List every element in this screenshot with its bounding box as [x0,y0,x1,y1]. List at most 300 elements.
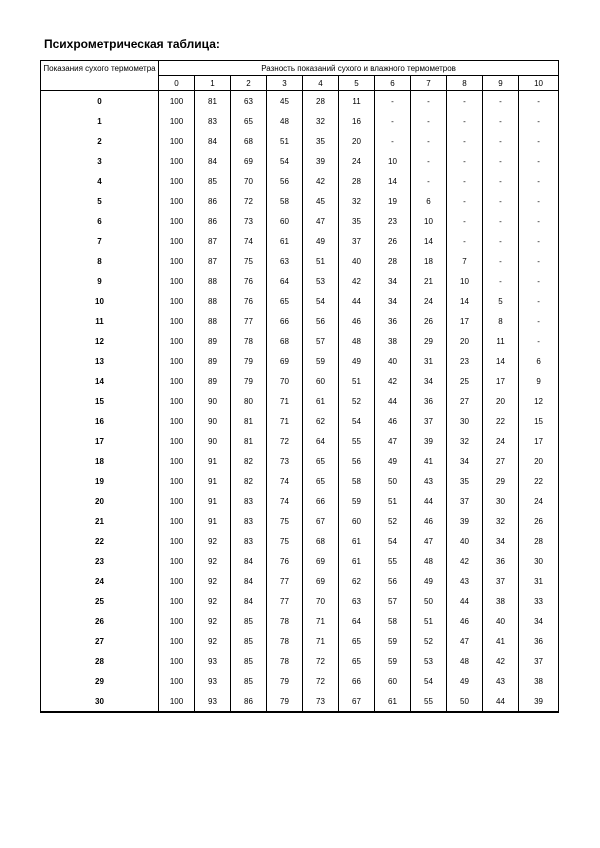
humidity-cell: 40 [375,351,411,371]
humidity-cell: 67 [339,691,375,712]
dry-temperature-cell: 3 [41,151,159,171]
humidity-cell: 60 [267,211,303,231]
humidity-cell: 9 [519,371,559,391]
humidity-cell: 40 [339,251,375,271]
table-row [41,471,559,491]
humidity-cell: 31 [411,351,447,371]
humidity-cell: 24 [411,291,447,311]
humidity-cell: 72 [303,671,339,691]
humidity-cell: 59 [375,651,411,671]
dry-temperature-cell: 29 [41,671,159,691]
humidity-cell: 12 [519,391,559,411]
humidity-cell: 25 [447,371,483,391]
humidity-cell: 88 [195,271,231,291]
humidity-cell: 83 [231,511,267,531]
dry-temperature-cell: 26 [41,611,159,631]
dry-temperature-cell: 20 [41,491,159,511]
humidity-cell: 51 [411,611,447,631]
dry-temperature-cell: 9 [41,271,159,291]
humidity-cell: - [483,251,519,271]
humidity-cell: 10 [375,151,411,171]
humidity-cell: 64 [303,431,339,451]
humidity-cell: 27 [483,451,519,471]
table-row [41,631,559,651]
humidity-cell: 92 [195,551,231,571]
humidity-cell: 91 [195,491,231,511]
humidity-cell: 90 [195,431,231,451]
column-group-header: Разность показаний сухого и влажного термометров [159,61,559,76]
humidity-cell: 71 [303,631,339,651]
humidity-cell: 100 [159,471,195,491]
humidity-cell: 46 [411,511,447,531]
humidity-cell: 39 [447,511,483,531]
humidity-cell: 61 [375,691,411,712]
humidity-cell: 100 [159,111,195,131]
humidity-cell: 43 [447,571,483,591]
table-row [41,151,559,171]
humidity-cell: 78 [267,631,303,651]
table-row [41,111,559,131]
humidity-cell: 51 [375,491,411,511]
humidity-cell: - [483,131,519,151]
humidity-cell: 39 [411,431,447,451]
humidity-cell: 63 [231,91,267,112]
humidity-cell: 65 [339,631,375,651]
table-row [41,171,559,191]
humidity-cell: 77 [267,591,303,611]
humidity-cell: 87 [195,231,231,251]
humidity-cell: - [447,111,483,131]
humidity-cell: 54 [339,411,375,431]
humidity-cell: 100 [159,651,195,671]
humidity-cell: 53 [411,651,447,671]
humidity-cell: - [519,191,559,211]
humidity-cell: 58 [339,471,375,491]
humidity-cell: 22 [519,471,559,491]
humidity-cell: - [519,251,559,271]
humidity-cell: 60 [375,671,411,691]
humidity-cell: 39 [519,691,559,712]
humidity-cell: 55 [375,551,411,571]
humidity-cell: - [483,191,519,211]
humidity-cell: 72 [267,431,303,451]
humidity-cell: 53 [303,271,339,291]
table-row [41,191,559,211]
humidity-cell: 100 [159,171,195,191]
table-row [41,391,559,411]
humidity-cell: 7 [447,251,483,271]
humidity-cell: 34 [375,271,411,291]
humidity-cell: - [447,131,483,151]
humidity-cell: 49 [303,231,339,251]
humidity-cell: 100 [159,351,195,371]
humidity-cell: 54 [411,671,447,691]
humidity-cell: 100 [159,551,195,571]
humidity-cell: 100 [159,671,195,691]
humidity-cell: 70 [267,371,303,391]
humidity-cell: 100 [159,131,195,151]
humidity-cell: 30 [447,411,483,431]
dry-temperature-cell: 10 [41,291,159,311]
humidity-cell: 17 [519,431,559,451]
humidity-cell: 42 [447,551,483,571]
humidity-cell: 54 [375,531,411,551]
humidity-cell: 73 [267,451,303,471]
humidity-cell: 50 [447,691,483,712]
humidity-cell: 74 [231,231,267,251]
humidity-cell: 80 [231,391,267,411]
humidity-cell: 23 [447,351,483,371]
humidity-cell: 84 [195,131,231,151]
table-row [41,571,559,591]
dry-temperature-cell: 24 [41,571,159,591]
humidity-cell: 66 [303,491,339,511]
humidity-cell: 45 [267,91,303,112]
humidity-cell: 63 [339,591,375,611]
humidity-cell: - [519,211,559,231]
humidity-cell: 34 [519,611,559,631]
humidity-cell: 15 [519,411,559,431]
humidity-cell: 20 [339,131,375,151]
humidity-cell: 93 [195,651,231,671]
humidity-cell: 100 [159,191,195,211]
humidity-cell: 85 [231,611,267,631]
humidity-cell: 32 [303,111,339,131]
humidity-cell: - [483,171,519,191]
humidity-cell: 59 [303,351,339,371]
humidity-cell: 23 [375,211,411,231]
dry-temperature-cell: 25 [41,591,159,611]
humidity-cell: 6 [411,191,447,211]
humidity-cell: 42 [339,271,375,291]
humidity-cell: 91 [195,451,231,471]
humidity-cell: 37 [483,571,519,591]
table-row [41,231,559,251]
humidity-cell: 14 [375,171,411,191]
psychrometric-table [40,60,559,713]
humidity-cell: 100 [159,291,195,311]
humidity-cell: 33 [519,591,559,611]
humidity-cell: 36 [483,551,519,571]
humidity-cell: 52 [339,391,375,411]
humidity-cell: 49 [411,571,447,591]
humidity-cell: 42 [375,371,411,391]
humidity-cell: 68 [231,131,267,151]
humidity-cell: 75 [231,251,267,271]
humidity-cell: 44 [411,491,447,511]
humidity-cell: 24 [483,431,519,451]
humidity-cell: 68 [267,331,303,351]
humidity-cell: 73 [231,211,267,231]
humidity-cell: 61 [339,551,375,571]
humidity-cell: 34 [375,291,411,311]
humidity-cell: 85 [195,171,231,191]
humidity-cell: - [483,111,519,131]
humidity-cell: 52 [411,631,447,651]
humidity-cell: 100 [159,391,195,411]
humidity-cell: 37 [339,231,375,251]
humidity-cell: 24 [519,491,559,511]
humidity-cell: 83 [231,531,267,551]
humidity-cell: 63 [267,251,303,271]
humidity-cell: 100 [159,591,195,611]
humidity-cell: - [519,91,559,112]
humidity-cell: 46 [447,611,483,631]
humidity-cell: - [519,171,559,191]
table-row [41,551,559,571]
humidity-cell: 28 [339,171,375,191]
humidity-cell: 30 [483,491,519,511]
table-row [41,311,559,331]
humidity-cell: 78 [267,651,303,671]
humidity-cell: 26 [411,311,447,331]
humidity-cell: 75 [267,531,303,551]
humidity-cell: 29 [411,331,447,351]
table-row [41,691,559,712]
humidity-cell: 69 [231,151,267,171]
humidity-cell: 58 [267,191,303,211]
dry-temperature-cell: 17 [41,431,159,451]
table-row [41,131,559,151]
humidity-cell: 56 [303,311,339,331]
humidity-cell: 100 [159,91,195,112]
humidity-cell: 83 [195,111,231,131]
dry-temperature-cell: 19 [41,471,159,491]
header-row-top [41,61,559,76]
column-header-diff: 9 [483,76,519,91]
humidity-cell: 72 [303,651,339,671]
humidity-cell: - [411,151,447,171]
humidity-cell: 74 [267,491,303,511]
humidity-cell: 42 [483,651,519,671]
humidity-cell: - [483,231,519,251]
humidity-cell: 52 [375,511,411,531]
humidity-cell: 100 [159,451,195,471]
humidity-cell: 44 [483,691,519,712]
page-title: Психрометрическая таблица: [44,37,220,51]
humidity-cell: 68 [303,531,339,551]
humidity-cell: 19 [375,191,411,211]
humidity-cell: 66 [339,671,375,691]
humidity-cell: 27 [447,391,483,411]
humidity-cell: 50 [411,591,447,611]
humidity-cell: - [519,311,559,331]
table-row [41,611,559,631]
table-row [41,531,559,551]
humidity-cell: - [447,171,483,191]
humidity-cell: 65 [303,451,339,471]
dry-temperature-cell: 18 [41,451,159,471]
humidity-cell: 65 [303,471,339,491]
humidity-cell: 100 [159,271,195,291]
humidity-cell: 56 [375,571,411,591]
table-row [41,371,559,391]
humidity-cell: 61 [303,391,339,411]
humidity-cell: 81 [195,91,231,112]
humidity-cell: 79 [267,691,303,712]
humidity-cell: 100 [159,631,195,651]
humidity-cell: 54 [267,151,303,171]
humidity-cell: 100 [159,431,195,451]
humidity-cell: 48 [339,331,375,351]
column-header-diff: 3 [267,76,303,91]
column-header-diff: 0 [159,76,195,91]
humidity-cell: 36 [411,391,447,411]
humidity-cell: 65 [231,111,267,131]
humidity-cell: 26 [375,231,411,251]
humidity-cell: 92 [195,591,231,611]
humidity-cell: 40 [483,611,519,631]
humidity-cell: 49 [375,451,411,471]
humidity-cell: 91 [195,471,231,491]
dry-temperature-cell: 21 [41,511,159,531]
humidity-cell: 32 [447,431,483,451]
humidity-cell: 78 [231,331,267,351]
dry-temperature-cell: 12 [41,331,159,351]
humidity-cell: 71 [267,411,303,431]
humidity-cell: 10 [447,271,483,291]
humidity-cell: 44 [447,591,483,611]
humidity-cell: 20 [483,391,519,411]
humidity-cell: 51 [267,131,303,151]
table-row [41,91,559,112]
humidity-cell: 90 [195,411,231,431]
humidity-cell: 100 [159,251,195,271]
humidity-cell: 6 [519,351,559,371]
humidity-cell: 92 [195,571,231,591]
column-header-diff: 2 [231,76,267,91]
humidity-cell: - [483,151,519,171]
humidity-cell: - [483,211,519,231]
table-row [41,211,559,231]
humidity-cell: - [519,231,559,251]
humidity-cell: 86 [195,191,231,211]
humidity-cell: - [375,131,411,151]
humidity-cell: 42 [303,171,339,191]
humidity-cell: - [519,291,559,311]
humidity-cell: 41 [411,451,447,471]
column-header-diff: 6 [375,76,411,91]
humidity-cell: 32 [339,191,375,211]
humidity-cell: 14 [411,231,447,251]
humidity-cell: 64 [339,611,375,631]
humidity-cell: 47 [375,431,411,451]
humidity-cell: 30 [519,551,559,571]
humidity-cell: 92 [195,611,231,631]
humidity-cell: 76 [231,271,267,291]
table-row [41,431,559,451]
humidity-cell: 69 [303,571,339,591]
humidity-cell: - [447,151,483,171]
humidity-cell: - [447,211,483,231]
humidity-cell: 69 [267,351,303,371]
humidity-cell: 18 [411,251,447,271]
table-row [41,271,559,291]
humidity-cell: 16 [339,111,375,131]
humidity-cell: - [519,151,559,171]
humidity-cell: 57 [303,331,339,351]
humidity-cell: 66 [267,311,303,331]
humidity-cell: - [375,91,411,112]
column-header-diff: 10 [519,76,559,91]
humidity-cell: 89 [195,331,231,351]
humidity-cell: 100 [159,311,195,331]
column-header-diff: 8 [447,76,483,91]
humidity-cell: 73 [303,691,339,712]
humidity-cell: 14 [447,291,483,311]
humidity-cell: 90 [195,391,231,411]
humidity-cell: 56 [339,451,375,471]
humidity-cell: 56 [267,171,303,191]
humidity-cell: - [411,111,447,131]
humidity-cell: 57 [375,591,411,611]
humidity-cell: 34 [411,371,447,391]
humidity-cell: 65 [339,651,375,671]
humidity-cell: 72 [231,191,267,211]
humidity-cell: 43 [411,471,447,491]
humidity-cell: - [519,271,559,291]
humidity-cell: 28 [303,91,339,112]
humidity-cell: 31 [519,571,559,591]
humidity-cell: 87 [195,251,231,271]
humidity-cell: 71 [303,611,339,631]
humidity-cell: 69 [303,551,339,571]
humidity-cell: 84 [195,151,231,171]
humidity-cell: 71 [267,391,303,411]
humidity-cell: 85 [231,651,267,671]
humidity-cell: 44 [375,391,411,411]
column-header-diff: 4 [303,76,339,91]
humidity-cell: 67 [303,511,339,531]
table-row [41,511,559,531]
humidity-cell: - [483,91,519,112]
humidity-cell: 76 [231,291,267,311]
humidity-cell: - [411,131,447,151]
humidity-cell: 100 [159,231,195,251]
humidity-cell: 24 [339,151,375,171]
dry-temperature-cell: 0 [41,91,159,112]
humidity-cell: 10 [411,211,447,231]
humidity-cell: 89 [195,371,231,391]
humidity-cell: 49 [339,351,375,371]
humidity-cell: 26 [519,511,559,531]
humidity-cell: 28 [519,531,559,551]
dry-temperature-cell: 6 [41,211,159,231]
humidity-cell: 61 [267,231,303,251]
humidity-cell: 45 [303,191,339,211]
humidity-cell: 59 [339,491,375,511]
dry-temperature-cell: 11 [41,311,159,331]
humidity-cell: 88 [195,311,231,331]
humidity-cell: 34 [483,531,519,551]
humidity-cell: 79 [267,671,303,691]
humidity-cell: 38 [519,671,559,691]
humidity-cell: 62 [303,411,339,431]
dry-temperature-cell: 7 [41,231,159,251]
table-row [41,251,559,271]
humidity-cell: 83 [231,491,267,511]
humidity-cell: 11 [339,91,375,112]
humidity-cell: 74 [267,471,303,491]
humidity-cell: 93 [195,691,231,712]
humidity-cell: 35 [447,471,483,491]
humidity-cell: 47 [303,211,339,231]
humidity-cell: 43 [483,671,519,691]
humidity-cell: 100 [159,371,195,391]
humidity-cell: 47 [447,631,483,651]
humidity-cell: 100 [159,331,195,351]
humidity-cell: 100 [159,151,195,171]
